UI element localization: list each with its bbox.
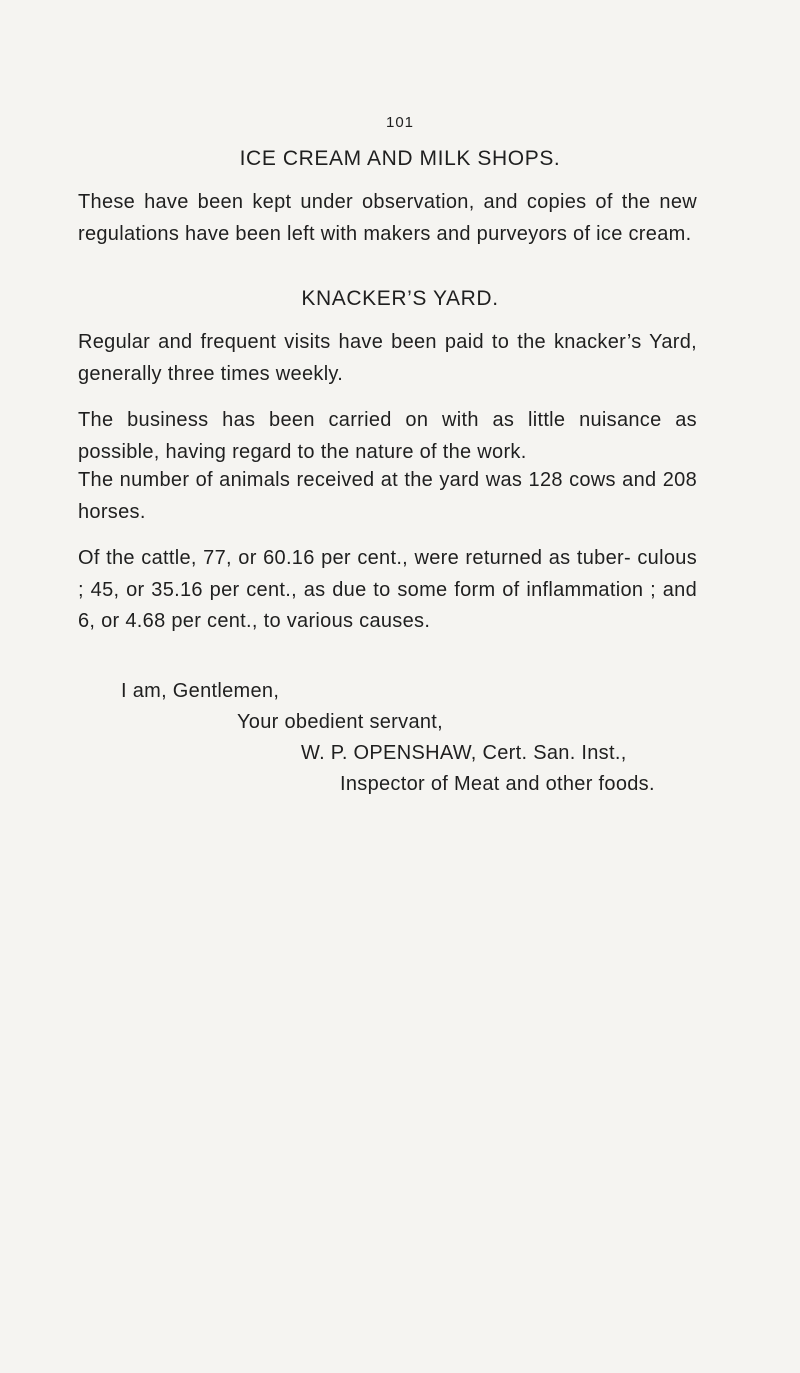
- paragraph-animals-received: The number of animals received at the yard was 128 cows and 208 horses.: [78, 469, 697, 523]
- signature-name: W. P. OPENSHAW, Cert. San. Inst.,: [301, 742, 627, 764]
- paragraph-cattle-statistics: Of the cattle, 77, or 60.16 per cent., were returned as tuber- culous ; 45, or 35.16 per cent., as due to some form of inflammation ; and 6, or 4.68 per cent., to various causes.: [78, 547, 697, 632]
- page-number: 101: [385, 114, 415, 131]
- section-heading-ice-cream: ICE CREAM AND MILK SHOPS.: [239, 147, 561, 170]
- signature-title: Inspector of Meat and other foods.: [340, 773, 655, 795]
- signature-closing: Your obedient servant,: [237, 711, 444, 733]
- paragraph-visits: Regular and frequent visits have been paid to the knacker’s Yard, generally three times weekly.: [78, 331, 697, 385]
- section-heading-knackers-yard: KNACKER’S YARD.: [301, 287, 499, 310]
- paragraph-ice-cream: These have been kept under observation, and copies of the new regulations have been left with makers and purveyors of ice cream.: [78, 191, 697, 245]
- signature-salutation: I am, Gentlemen,: [121, 680, 280, 702]
- paragraph-business: The business has been carried on with as little nuisance as possible, having regard to the nature of the work.: [78, 409, 697, 463]
